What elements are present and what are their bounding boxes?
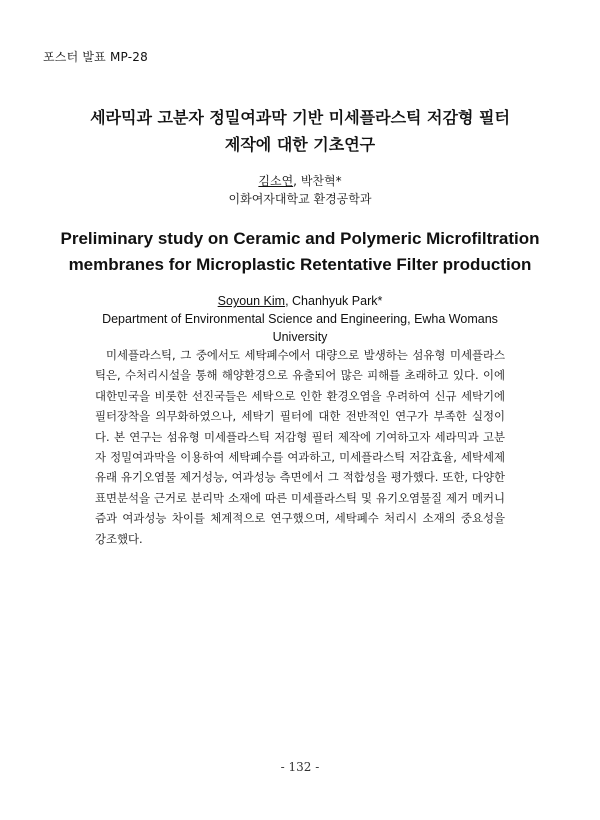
korean-affiliation: 이화여자대학교 환경공학과 bbox=[228, 192, 372, 206]
korean-title-line-1: 세라믹과 고분자 정밀여과막 기반 미세플라스틱 저감형 필터 bbox=[90, 108, 510, 127]
english-title bbox=[0, 226, 600, 278]
korean-corresponding-author: 박찬혁* bbox=[300, 174, 342, 188]
korean-title-line-2: 제작에 대한 기초연구 bbox=[224, 135, 376, 154]
page-number: - 132 - bbox=[280, 760, 320, 774]
english-corresponding-author: Chanhyuk Park* bbox=[292, 294, 383, 308]
session-label: 포스터 발표 MP-28 bbox=[43, 50, 148, 64]
korean-authors bbox=[0, 172, 600, 190]
english-title-line-1: Preliminary study on Ceramic and Polymeric Microfiltration bbox=[60, 229, 540, 248]
abstract-body: 미세플라스틱, 그 중에서도 세탁폐수에서 대량으로 발생하는 섬유형 미세플라스틱은, 수처리시설을 통해 해양환경으로 유출되어 많은 피해를 초래하고 있다. 이에 대한민국을 비롯한 선진국들은 세탁으로 인한 환경오염을 우려하여 신규 세탁기에 필터장착을 의무화하였으나, 세탁기 필터에 대한 전반적인 연구가 부족한 실정이다. 본 연구는 섬유형 미세플라스틱 저감형 필터 제작에 기여하고자 세라믹과 고분자 정밀여과막을 이용하여 세탁폐수를 여과하고, 미세플라스틱 저감효율, 세탁세제 유래 유기오염물 제거성능, 여과성능 측면에서 그 적합성을 평가했다. 또한, 다양한 표면분석을 근거로 분리막 소재에 따른 미세플라스틱 및 유기오염물질 제거 메커니즘과 여과성능 차이를 체계적으로 연구했으며, 세탁폐수 처리시 소재의 중요성을 강조했다. bbox=[95, 348, 505, 546]
english-authors-block bbox=[0, 292, 600, 346]
korean-presenting-author: 김소연 bbox=[258, 174, 294, 188]
korean-title bbox=[0, 104, 600, 158]
korean-authors-block bbox=[0, 172, 600, 208]
english-authors bbox=[0, 292, 600, 310]
english-title-line-2: membranes for Microplastic Retentative Filter production bbox=[68, 255, 532, 274]
korean-author-separator: , bbox=[293, 174, 301, 188]
english-presenting-author: Soyoun Kim bbox=[217, 294, 286, 308]
english-affiliation: Department of Environmental Science and Engineering, Ewha Womans University bbox=[102, 312, 498, 344]
english-author-separator: , bbox=[285, 294, 293, 308]
